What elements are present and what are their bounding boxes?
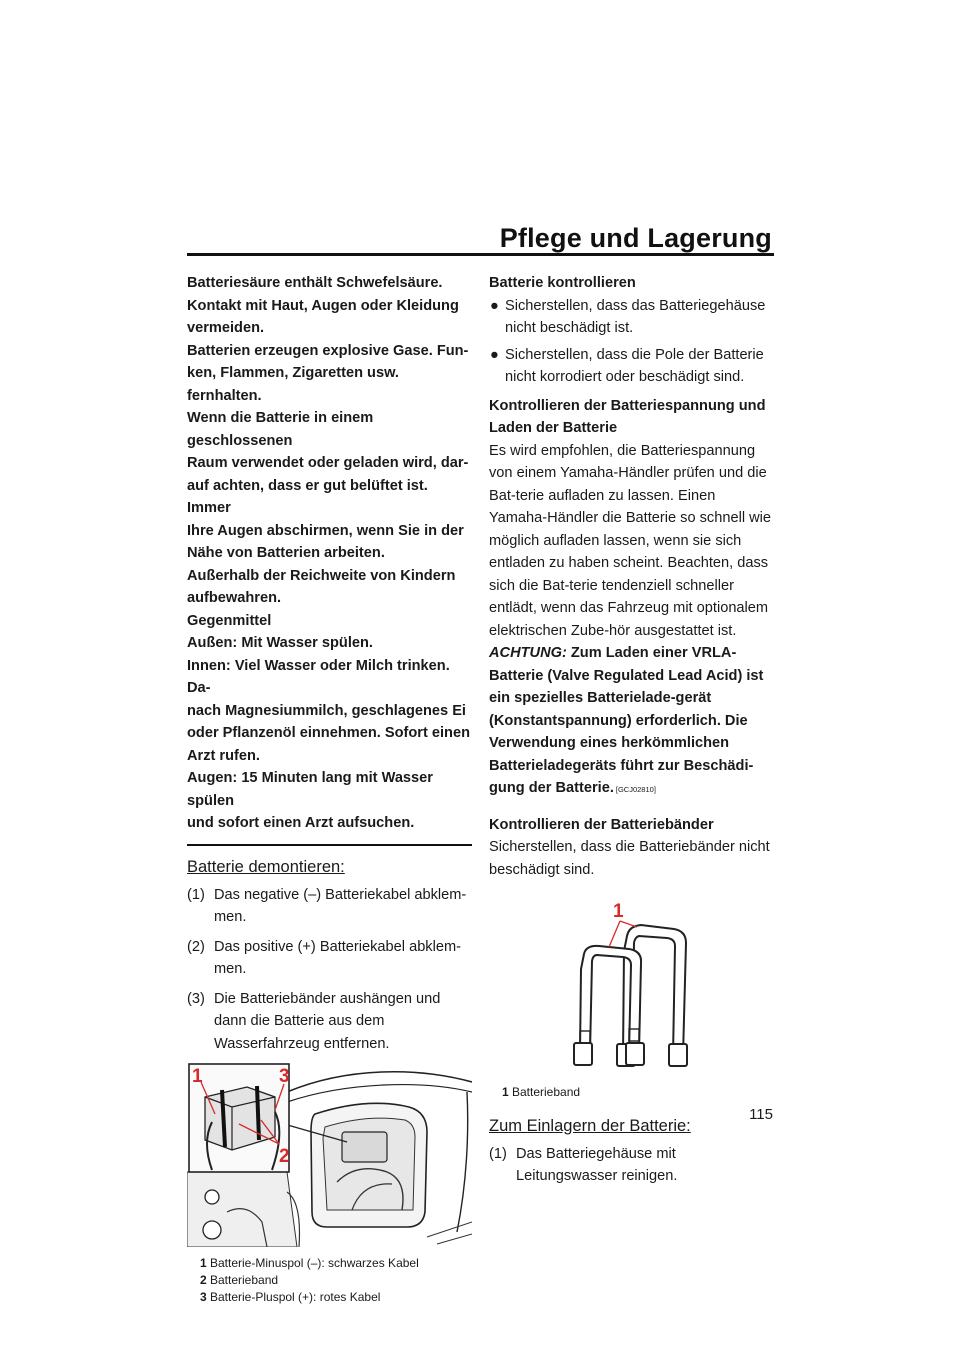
caption-text: Batterieband: [210, 1272, 279, 1287]
remove-section-heading: Batterie demontieren:: [187, 857, 345, 876]
warning-line: Außerhalb der Reichweite von Kindern: [187, 567, 456, 584]
warning-line: nach Magnesiummilch, geschlagenes Ei: [187, 702, 466, 719]
caption-text: Batterieband: [512, 1084, 581, 1099]
caption-number: 3: [200, 1289, 207, 1304]
bullet-icon: ●: [490, 297, 499, 314]
section-divider: [187, 844, 472, 846]
remove-steps-list: [187, 884, 472, 1056]
warning-line: und sofort einen Arzt aufsuchen.: [187, 815, 415, 831]
warning-line: aufbewahren.: [187, 590, 282, 606]
caption-item: [489, 1084, 775, 1101]
warning-line: Nähe von Batterien arbeiten.: [187, 545, 385, 561]
warning-line: Arzt rufen.: [187, 747, 260, 764]
notice-text: Zum Laden einer VRLA-Batterie (Valve Regulated Lead Acid) ist ein spezielles Batterielade-gerät (Konstantspannung) erforderlich. Die Verwendung eines herkömmlichen Batterieladegeräts führt zur Beschädi-gung der Batterie.: [489, 645, 764, 796]
warning-line: Ihre Augen abschirmen, wenn Sie in der: [187, 522, 464, 539]
callout-1: 1: [613, 901, 624, 922]
list-item: [187, 936, 472, 981]
step-number: (3): [187, 990, 205, 1007]
check-battery-list: [489, 295, 775, 389]
step-number: (2): [187, 938, 205, 955]
warning-line: Wenn die Batterie in einem geschlossenen: [187, 410, 374, 449]
battery-compartment-figure: [187, 1062, 472, 1255]
warning-line: Augen: 15 Minuten lang mit Wasser spülen: [187, 770, 433, 809]
storage-section-heading: Zum Einlagern der Batterie:: [489, 1116, 691, 1135]
warning-line: Gegenmittel: [187, 612, 272, 629]
callout-2: 2: [279, 1146, 290, 1167]
bullet-text: Sicherstellen, dass die Pole der Batterie nicht korrodiert oder beschädigt sind.: [505, 346, 764, 385]
warning-line: Außen: Mit Wasser spülen.: [187, 635, 373, 651]
callout-1: 1: [192, 1066, 203, 1087]
check-voltage-heading: Kontrollieren der Batteriespannung und Laden der Batterie: [489, 397, 766, 436]
check-voltage-text: Es wird empfohlen, die Batteriespannung von einem Yamaha-Händler prüfen und die Bat-terie aufladen zu lassen. Einen Yamaha-Händler die Batterie so schnell wie möglich aufladen lassen, wenn sie sich entladen zu haben scheint. Beachten, dass sich die Bat-terie tendenziell schneller entlädt, wenn das Fahrzeug mit optionalem elektrischen Zube-hör ausgestattet ist.: [489, 442, 772, 639]
check-voltage-body: [489, 440, 775, 802]
caption-item: [187, 1272, 472, 1289]
warning-line: Raum verwendet oder geladen wird, dar-: [187, 455, 469, 471]
warning-line: ken, Flammen, Zigaretten usw. fernhalten.: [187, 365, 399, 404]
caption-text: Batterie-Minuspol (–): schwarzes Kabel: [210, 1255, 419, 1270]
check-bands-heading: Kontrollieren der Batteriebänder: [489, 816, 714, 833]
warning-line: auf achten, dass er gut belüftet ist. Immer: [187, 477, 428, 516]
step-number: (1): [187, 886, 205, 903]
notice-label: ACHTUNG:: [489, 645, 567, 661]
step-text: Das positive (+) Batteriekabel abklem-men.: [214, 938, 461, 977]
caption-number: 1: [502, 1084, 509, 1099]
list-item: [489, 1143, 775, 1188]
figure-caption-list: [187, 1255, 472, 1306]
battery-compartment-illustration: [187, 1062, 472, 1247]
warning-line: Innen: Viel Wasser oder Milch trinken. Da-: [187, 657, 450, 696]
battery-band-figure: [489, 891, 775, 1084]
list-item: [489, 295, 775, 340]
bullet-text: Sicherstellen, dass das Batteriegehäuse nicht beschädigt ist.: [505, 297, 766, 336]
storage-steps-list: [489, 1143, 775, 1188]
notice-code: [GCJ02810]: [615, 785, 656, 794]
caption-item: [187, 1289, 472, 1306]
check-battery-heading: Batterie kontrollieren: [489, 275, 636, 291]
warning-line: vermeiden.: [187, 320, 265, 336]
right-column: [489, 272, 775, 1195]
page-title: Pflege und Lagerung: [499, 223, 772, 253]
caption-item: [187, 1255, 472, 1272]
callout-3: 3: [279, 1066, 290, 1087]
caption-number: 1: [200, 1255, 207, 1270]
bullet-icon: ●: [490, 346, 499, 363]
figure-caption-list: [489, 1084, 775, 1101]
warning-line: oder Pflanzenöl einnehmen. Sofort einen: [187, 725, 470, 741]
step-text: Das Batteriegehäuse mit Leitungswasser reinigen.: [516, 1145, 678, 1184]
warning-line: Batterien erzeugen explosive Gase. Fun-: [187, 342, 469, 359]
warning-block: [187, 272, 472, 835]
list-item: [187, 988, 472, 1056]
header-rule: [187, 253, 774, 256]
step-text: Das negative (–) Batteriekabel abklem-men.: [214, 886, 467, 925]
list-item: [489, 344, 775, 389]
list-item: [187, 884, 472, 929]
page-number: 115: [749, 1106, 773, 1123]
step-text: Die Batteriebänder aushängen und dann die Batterie aus dem Wasserfahrzeug entfernen.: [214, 990, 441, 1052]
caption-text: Batterie-Pluspol (+): rotes Kabel: [210, 1289, 381, 1304]
check-bands-body: Sicherstellen, dass die Batteriebänder nicht beschädigt sind.: [489, 839, 770, 878]
warning-line: Kontakt mit Haut, Augen oder Kleidung: [187, 297, 459, 314]
left-column: [187, 272, 472, 1306]
battery-band-illustration: [489, 891, 774, 1076]
caption-number: 2: [200, 1272, 207, 1287]
warning-line: Batteriesäure enthält Schwefelsäure.: [187, 275, 443, 291]
step-number: (1): [489, 1145, 507, 1162]
